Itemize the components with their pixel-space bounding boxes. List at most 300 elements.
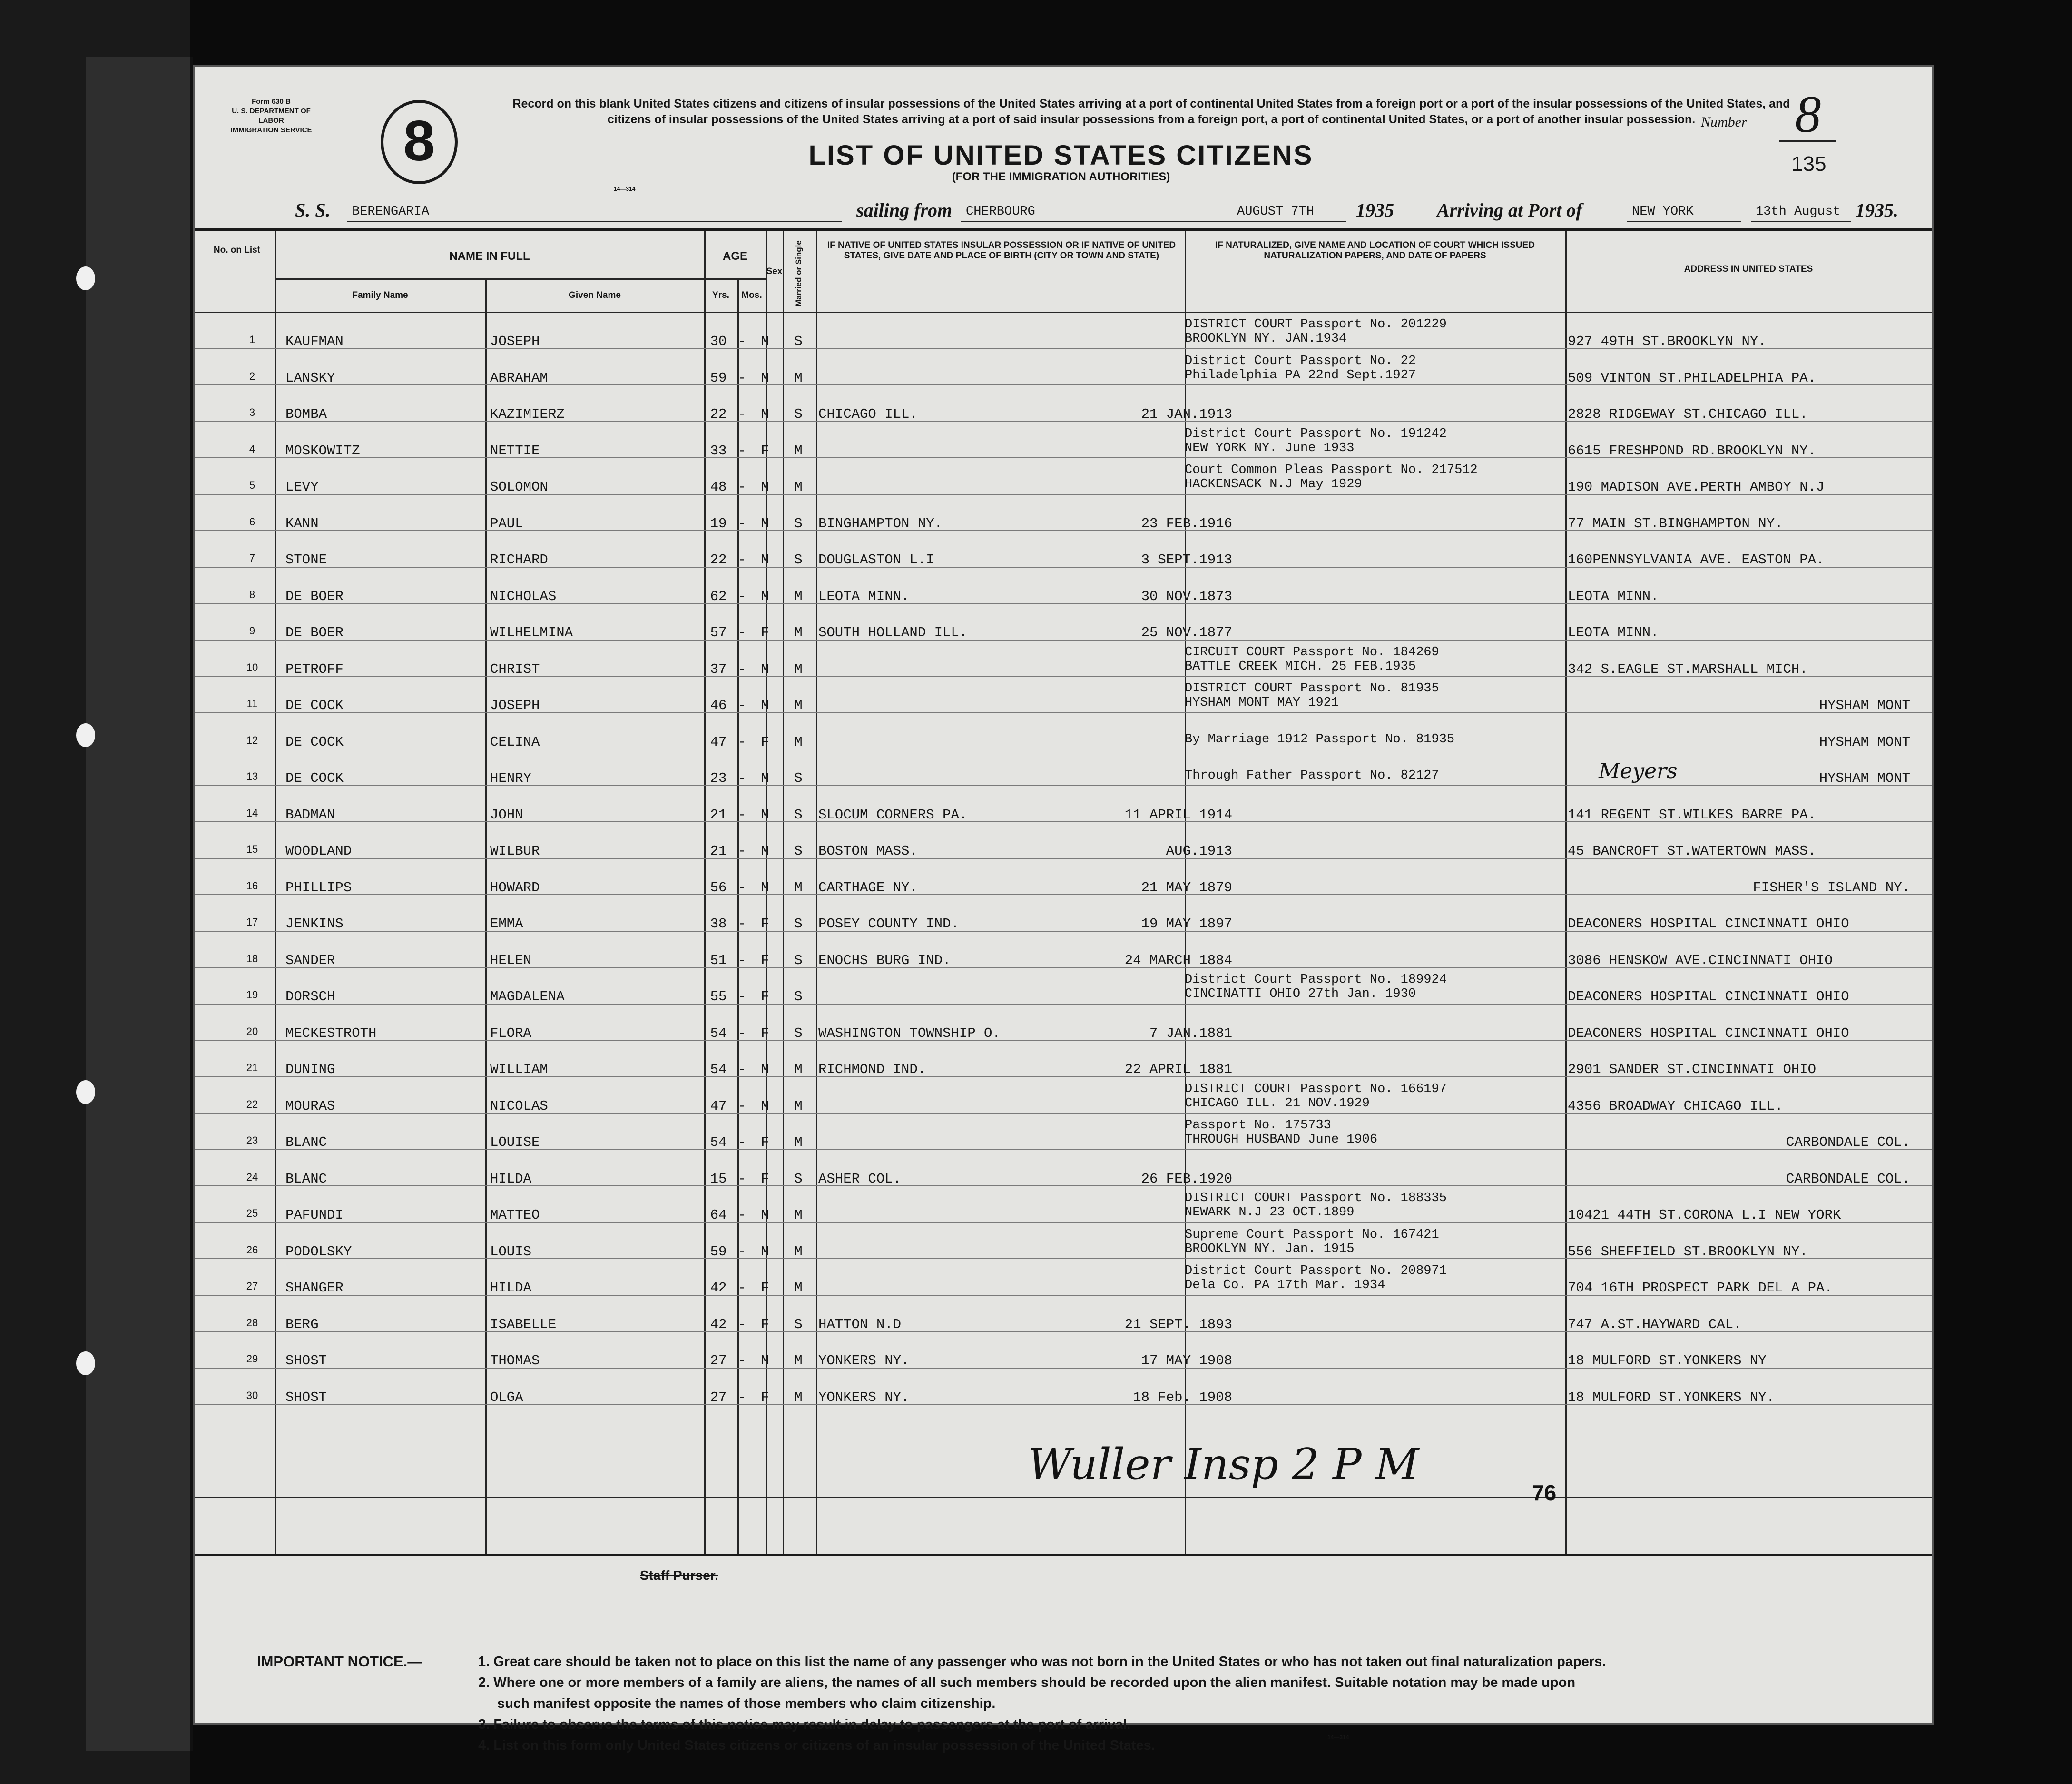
family-name: LEVY: [285, 479, 319, 495]
sex: M: [761, 552, 769, 568]
given-name: LOUISE: [490, 1134, 540, 1150]
given-name: NICOLAS: [490, 1098, 548, 1114]
birth-place: LEOTA MINN.: [818, 588, 910, 604]
header-given-name: Given Name: [569, 290, 621, 300]
sex: M: [761, 770, 769, 786]
age-months: -: [738, 1316, 746, 1332]
family-name: KAUFMAN: [285, 334, 344, 349]
naturalization-court: District Court Passport No. 208971: [1185, 1264, 1447, 1278]
age-years: 55: [710, 989, 727, 1005]
top-instruction: Record on this blank United States citizens and citizens of insular possessions of the United States arriving at a port of continental United States from a foreign port or a port of the insular possessions of the United States, and citizens of insular possessions of the United States arriving at a port of said insular possessions from a foreign port, a port of continental United States, or a port of another insular possession.: [512, 97, 1790, 126]
birth-place: DOUGLASTON L.I: [818, 552, 934, 568]
naturalization-details: Philadelphia PA 22nd Sept.1927: [1185, 368, 1416, 383]
birth-place: BOSTON MASS.: [818, 843, 918, 859]
given-name: KAZIMIERZ: [490, 406, 565, 422]
given-name: JOHN: [490, 807, 523, 823]
binder-hole: [76, 266, 95, 290]
arrival-port: NEW YORK: [1632, 205, 1694, 219]
age-months: -: [738, 1171, 746, 1187]
address: 747 A.ST.HAYWARD CAL.: [1568, 1316, 1742, 1332]
row-number: 12: [246, 734, 258, 746]
table-row: [195, 641, 1932, 677]
table-row: [195, 531, 1932, 567]
marital-status: M: [794, 370, 803, 386]
age-months: -: [738, 1389, 746, 1405]
marital-status: S: [794, 1316, 803, 1332]
passenger-table: [195, 228, 1932, 1556]
row-number: 17: [246, 916, 258, 928]
address: CARBONDALE COL.: [1786, 1134, 1910, 1150]
given-name: NICHOLAS: [490, 588, 557, 604]
row-number: 21: [246, 1062, 258, 1074]
address: 18 MULFORD ST.YONKERS NY: [1568, 1353, 1767, 1369]
row-number: 1: [249, 334, 255, 345]
birth-date: 3 SEPT.1913: [1141, 552, 1232, 568]
address: 2828 RIDGEWAY ST.CHICAGO ILL.: [1568, 406, 1808, 422]
age-years: 23: [710, 770, 727, 786]
row-number: 28: [246, 1316, 258, 1329]
family-name: BERG: [285, 1316, 319, 1332]
row-number: 10: [246, 661, 258, 673]
age-months: -: [738, 479, 746, 495]
sex: F: [761, 916, 769, 932]
sex: M: [761, 879, 769, 896]
sex: M: [761, 1353, 769, 1369]
table-row: [195, 1186, 1932, 1222]
row-number: 22: [246, 1098, 258, 1110]
given-name: JOSEPH: [490, 334, 540, 349]
marital-status: M: [794, 443, 803, 459]
marital-status: S: [794, 770, 803, 786]
address: FISHER'S ISLAND NY.: [1753, 879, 1910, 896]
form-identifier: [224, 97, 319, 135]
circled-list-number: 8: [381, 100, 458, 184]
marital-status: S: [794, 552, 803, 568]
address: 6615 FRESHPOND RD.BROOKLYN NY.: [1568, 443, 1817, 459]
address: 160PENNSYLVANIA AVE. EASTON PA.: [1568, 552, 1825, 568]
table-row: [195, 495, 1932, 531]
sex: F: [761, 1280, 769, 1296]
family-name: SHOST: [285, 1353, 327, 1369]
age-years: 22: [710, 552, 727, 568]
departure-port: CHERBOURG: [966, 205, 1035, 219]
age-years: 48: [710, 479, 727, 495]
sailing-label: sailing from: [856, 199, 953, 221]
marital-status: M: [794, 879, 803, 896]
inspector-signature: Wuller Insp 2 P M: [1028, 1439, 1419, 1489]
age-years: 21: [710, 807, 727, 823]
given-name: SOLOMON: [490, 479, 548, 495]
sex: M: [761, 1062, 769, 1077]
ss-label: S. S.: [295, 199, 331, 221]
marital-status: S: [794, 1025, 803, 1041]
naturalization-details: HYSHAM MONT MAY 1921: [1185, 696, 1339, 710]
notice-item-2-cont: such manifest opposite the names of those members who claim citizenship.: [497, 1696, 996, 1711]
age-years: 46: [710, 698, 727, 713]
address: 45 BANCROFT ST.WATERTOWN MASS.: [1568, 843, 1817, 859]
table-row: [195, 1150, 1932, 1186]
sex: M: [761, 588, 769, 604]
binder-hole: [76, 1351, 95, 1375]
age-years: 56: [710, 879, 727, 896]
marital-status: M: [794, 588, 803, 604]
sex: F: [761, 1316, 769, 1332]
family-name: MECKESTROTH: [285, 1025, 377, 1041]
birth-date: 25 NOV.1877: [1141, 625, 1232, 641]
marital-status: S: [794, 334, 803, 349]
naturalization-court: District Court Passport No. 189924: [1185, 973, 1447, 987]
row-number: 29: [246, 1353, 258, 1365]
row-number: 25: [246, 1207, 258, 1219]
marital-status: S: [794, 406, 803, 422]
sex: M: [761, 1207, 769, 1223]
age-years: 59: [710, 1243, 727, 1260]
age-years: 54: [710, 1134, 727, 1150]
row-number: 23: [246, 1134, 258, 1146]
naturalization-court: Passport No. 175733: [1185, 1118, 1331, 1133]
age-months: -: [738, 843, 746, 859]
marital-status: M: [794, 625, 803, 641]
sex: M: [761, 661, 769, 677]
age-months: -: [738, 989, 746, 1005]
row-number: 11: [246, 698, 258, 710]
table-row: [195, 895, 1932, 931]
age-years: 47: [710, 1098, 727, 1114]
family-name: DE COCK: [285, 734, 344, 750]
department-label: U. S. DEPARTMENT OF LABOR: [232, 107, 311, 125]
birth-date: 21 JAN.1913: [1141, 406, 1232, 422]
marital-status: S: [794, 1171, 803, 1187]
table-row: [195, 458, 1932, 494]
manifest-page: [195, 67, 1932, 1753]
age-years: 42: [710, 1316, 727, 1332]
sex: M: [761, 843, 769, 859]
address: DEACONERS HOSPITAL CINCINNATI OHIO: [1568, 989, 1849, 1005]
form-number: Form 630 B: [252, 98, 291, 106]
sex: F: [761, 1171, 769, 1187]
header-birth-place: IF NATIVE OF UNITED STATES INSULAR POSSESSION OR IF NATIVE OF UNITED STATES, GIVE DATE AND PLACE OF BIRTH (CITY OR TOWN AND STATE): [827, 240, 1176, 261]
given-name: WILLIAM: [490, 1062, 548, 1077]
header-married-single: Married or Single: [794, 240, 803, 307]
age-months: -: [738, 770, 746, 786]
naturalization-court: DISTRICT COURT Passport No. 201229: [1185, 317, 1447, 332]
age-years: 64: [710, 1207, 727, 1223]
marital-status: M: [794, 1098, 803, 1114]
age-months: -: [738, 734, 746, 750]
voyage-line: [295, 194, 1913, 227]
family-name: KANN: [285, 515, 319, 532]
naturalization-court: DISTRICT COURT Passport No. 81935: [1185, 681, 1439, 696]
sex: F: [761, 1134, 769, 1150]
binder-hole: [76, 723, 95, 747]
sex: M: [761, 1098, 769, 1114]
sex: M: [761, 807, 769, 823]
row-number: 3: [249, 406, 255, 418]
family-name: PAFUNDI: [285, 1207, 344, 1223]
marital-status: M: [794, 1389, 803, 1405]
marital-status: M: [794, 734, 803, 750]
birth-date: 21 SEPT. 1893: [1124, 1316, 1232, 1332]
age-months: -: [738, 1207, 746, 1223]
row-number: 27: [246, 1280, 258, 1292]
naturalization-details: HACKENSACK N.J May 1929: [1185, 477, 1362, 492]
age-years: 54: [710, 1062, 727, 1077]
table-row: [195, 968, 1932, 1004]
age-years: 19: [710, 515, 727, 532]
address: LEOTA MINN.: [1568, 625, 1659, 641]
family-name: LANSKY: [285, 370, 335, 386]
family-name: DE COCK: [285, 698, 344, 713]
naturalization-details: BATTLE CREEK MICH. 25 FEB.1935: [1185, 659, 1416, 674]
age-years: 51: [710, 952, 727, 968]
naturalization-details: CINCINATTI OHIO 27th Jan. 1930: [1185, 987, 1416, 1001]
address: 4356 BROADWAY CHICAGO ILL.: [1568, 1098, 1783, 1114]
address: CARBONDALE COL.: [1786, 1171, 1910, 1187]
age-years: 57: [710, 625, 727, 641]
table-row: [195, 932, 1932, 968]
table-row: [195, 568, 1932, 604]
header-sex: Sex: [766, 266, 783, 276]
address: 2901 SANDER ST.CINCINNATI OHIO: [1568, 1062, 1817, 1077]
row-number: 19: [246, 989, 258, 1001]
birth-date: 7 JAN.1881: [1149, 1025, 1232, 1041]
address: 141 REGENT ST.WILKES BARRE PA.: [1568, 807, 1817, 823]
marital-status: M: [794, 661, 803, 677]
page-total: 76: [1532, 1480, 1557, 1505]
birth-place: CHICAGO ILL.: [818, 406, 918, 422]
age-months: -: [738, 625, 746, 641]
birth-place: ENOCHS BURG IND.: [818, 952, 951, 968]
marital-status: S: [794, 515, 803, 532]
row-number: 5: [249, 479, 255, 491]
notice-item-2: 2. Where one or more members of a family are aliens, the names of all such members should be recorded upon the alien manifest. Suitable notation may be made upon: [478, 1675, 1576, 1690]
given-name: HOWARD: [490, 879, 540, 896]
birth-date: 26 FEB.1920: [1141, 1171, 1232, 1187]
sex: M: [761, 370, 769, 386]
sex: M: [761, 515, 769, 532]
naturalization-court: Court Common Pleas Passport No. 217512: [1185, 463, 1478, 477]
table-row: [195, 1114, 1932, 1150]
given-name: NETTIE: [490, 443, 540, 459]
birth-place: SLOCUM CORNERS PA.: [818, 807, 968, 823]
age-years: 38: [710, 916, 727, 932]
service-label: IMMIGRATION SERVICE: [230, 126, 312, 134]
sex: M: [761, 1243, 769, 1260]
age-months: -: [738, 1062, 746, 1077]
sex: F: [761, 625, 769, 641]
age-months: -: [738, 1025, 746, 1041]
form-code-top: 14—314: [614, 186, 636, 192]
adjacent-page-edge: [86, 57, 193, 1751]
table-row: [195, 422, 1932, 458]
age-months: -: [738, 698, 746, 713]
header-family-name: Family Name: [352, 290, 408, 300]
table-row: [195, 677, 1932, 713]
age-years: 54: [710, 1025, 727, 1041]
header-no-on-list: No. on List: [213, 245, 261, 255]
given-name: LOUIS: [490, 1243, 532, 1260]
given-name: JOSEPH: [490, 698, 540, 713]
age-years: 30: [710, 334, 727, 349]
marital-status: S: [794, 916, 803, 932]
table-row: [195, 1332, 1932, 1368]
family-name: DORSCH: [285, 989, 335, 1005]
header-mos: Mos.: [741, 290, 762, 300]
sex: M: [761, 698, 769, 713]
sex: M: [761, 479, 769, 495]
birth-place: YONKERS NY.: [818, 1353, 910, 1369]
header-name-in-full: NAME IN FULL: [449, 250, 530, 263]
family-name: DUNING: [285, 1062, 335, 1077]
arriving-label: Arriving at Port of: [1437, 199, 1582, 221]
marital-status: S: [794, 989, 803, 1005]
binder-hole: [76, 1080, 95, 1104]
list-number-value: 8: [1779, 88, 1836, 142]
given-name: WILBUR: [490, 843, 540, 859]
age-months: -: [738, 1280, 746, 1296]
row-number: 4: [249, 443, 255, 455]
naturalization-details: By Marriage 1912 Passport No. 81935: [1185, 732, 1455, 747]
family-name: SHOST: [285, 1389, 327, 1405]
given-name: HENRY: [490, 770, 532, 786]
age-months: -: [738, 1243, 746, 1260]
age-months: -: [738, 952, 746, 968]
sex: F: [761, 989, 769, 1005]
departure-date: AUGUST 7TH: [1237, 205, 1315, 219]
address: HYSHAM MONT: [1819, 770, 1910, 786]
naturalization-details: NEWARK N.J 23 OCT.1899: [1185, 1205, 1355, 1220]
header-yrs: Yrs.: [712, 290, 729, 300]
row-number: 6: [249, 515, 255, 528]
marital-status: M: [794, 1280, 803, 1296]
table-row: [195, 1259, 1932, 1295]
table-row: [195, 1369, 1932, 1405]
age-months: -: [738, 443, 746, 459]
sex: M: [761, 334, 769, 349]
notice-item-3: 3. Failure to observe the terms of this notice may result in delay to passengers at the port of arrival.: [478, 1717, 1131, 1732]
row-number: 18: [246, 952, 258, 965]
age-years: 15: [710, 1171, 727, 1187]
naturalization-court: DISTRICT COURT Passport No. 188335: [1185, 1191, 1447, 1205]
row-number: 20: [246, 1025, 258, 1037]
given-name: CELINA: [490, 734, 540, 750]
age-years: 27: [710, 1353, 727, 1369]
age-years: 42: [710, 1280, 727, 1296]
family-name: BADMAN: [285, 807, 335, 823]
marital-status: M: [794, 479, 803, 495]
birth-date: 17 MAY 1908: [1141, 1353, 1232, 1369]
table-row: [195, 713, 1932, 749]
staff-purser-label: Staff Purser.: [640, 1568, 718, 1583]
given-name: FLORA: [490, 1025, 532, 1041]
naturalization-details: Through Father Passport No. 82127: [1185, 769, 1439, 783]
given-name: PAUL: [490, 515, 523, 532]
birth-date: 30 NOV.1873: [1141, 588, 1232, 604]
row-number: 24: [246, 1171, 258, 1183]
age-years: 59: [710, 370, 727, 386]
given-name: ISABELLE: [490, 1316, 557, 1332]
family-name: PETROFF: [285, 661, 344, 677]
row-number: 30: [246, 1389, 258, 1401]
age-months: -: [738, 406, 746, 422]
marital-status: M: [794, 1134, 803, 1150]
sex: M: [761, 406, 769, 422]
address: 77 MAIN ST.BINGHAMPTON NY.: [1568, 515, 1783, 532]
handwritten-note: Meyers: [1599, 759, 1678, 783]
given-name: MAGDALENA: [490, 989, 565, 1005]
birth-place: CARTHAGE NY.: [818, 879, 918, 896]
marital-status: M: [794, 698, 803, 713]
address: DEACONERS HOSPITAL CINCINNATI OHIO: [1568, 1025, 1849, 1041]
given-name: HILDA: [490, 1280, 532, 1296]
age-months: -: [738, 370, 746, 386]
table-row: [195, 313, 1932, 349]
naturalization-details: BROOKLYN NY. JAN.1934: [1185, 332, 1347, 346]
age-years: 33: [710, 443, 727, 459]
header-naturalization: IF NATURALIZED, GIVE NAME AND LOCATION OF COURT WHICH ISSUED NATURALIZATION PAPERS, AND DATE OF PAPERS: [1215, 240, 1535, 261]
birth-place: ASHER COL.: [818, 1171, 902, 1187]
table-row: [195, 859, 1932, 895]
age-months: -: [738, 515, 746, 532]
address: 927 49TH ST.BROOKLYN NY.: [1568, 334, 1767, 349]
naturalization-details: BROOKLYN NY. Jan. 1915: [1185, 1242, 1355, 1256]
naturalization-details: THROUGH HUSBAND June 1906: [1185, 1133, 1378, 1147]
marital-status: M: [794, 1062, 803, 1077]
family-name: SANDER: [285, 952, 335, 968]
page-subtitle: (FOR THE IMMIGRATION AUTHORITIES): [952, 170, 1170, 183]
address: HYSHAM MONT: [1819, 698, 1910, 713]
age-years: 22: [710, 406, 727, 422]
table-row: [195, 1296, 1932, 1332]
naturalization-details: CHICAGO ILL. 21 NOV.1929: [1185, 1096, 1370, 1111]
birth-date: 19 MAY 1897: [1141, 916, 1232, 932]
age-years: 47: [710, 734, 727, 750]
birth-date: 11 APRIL 1914: [1124, 807, 1232, 823]
family-name: JENKINS: [285, 916, 344, 932]
given-name: HELEN: [490, 952, 532, 968]
given-name: THOMAS: [490, 1353, 540, 1369]
row-number: 2: [249, 370, 255, 382]
age-months: -: [738, 879, 746, 896]
given-name: CHRIST: [490, 661, 540, 677]
birth-date: 24 MARCH 1884: [1124, 952, 1232, 968]
departure-year: 1935: [1356, 199, 1394, 221]
family-name: WOODLAND: [285, 843, 352, 859]
address: LEOTA MINN.: [1568, 588, 1659, 604]
marital-status: S: [794, 843, 803, 859]
page-stamp: 135: [1791, 152, 1827, 176]
family-name: DE BOER: [285, 588, 344, 604]
arrival-date: 13th August: [1756, 205, 1841, 219]
family-name: STONE: [285, 552, 327, 568]
table-row: [195, 385, 1932, 422]
naturalization-details: Dela Co. PA 17th Mar. 1934: [1185, 1278, 1385, 1292]
address: 18 MULFORD ST.YONKERS NY.: [1568, 1389, 1775, 1405]
age-months: -: [738, 916, 746, 932]
naturalization-court: District Court Passport No. 22: [1185, 354, 1416, 368]
header-age: AGE: [722, 250, 747, 263]
birth-place: POSEY COUNTY IND.: [818, 916, 959, 932]
address: DEACONERS HOSPITAL CINCINNATI OHIO: [1568, 916, 1849, 932]
birth-place: YONKERS NY.: [818, 1389, 910, 1405]
ship-name: BERENGARIA: [352, 205, 430, 219]
row-number: 16: [246, 879, 258, 892]
naturalization-court: CIRCUIT COURT Passport No. 184269: [1185, 645, 1439, 660]
naturalization-court: District Court Passport No. 191242: [1185, 426, 1447, 441]
form-code-bottom: 14—314: [1327, 1734, 1349, 1741]
birth-place: RICHMOND IND.: [818, 1062, 926, 1077]
sex: F: [761, 734, 769, 750]
